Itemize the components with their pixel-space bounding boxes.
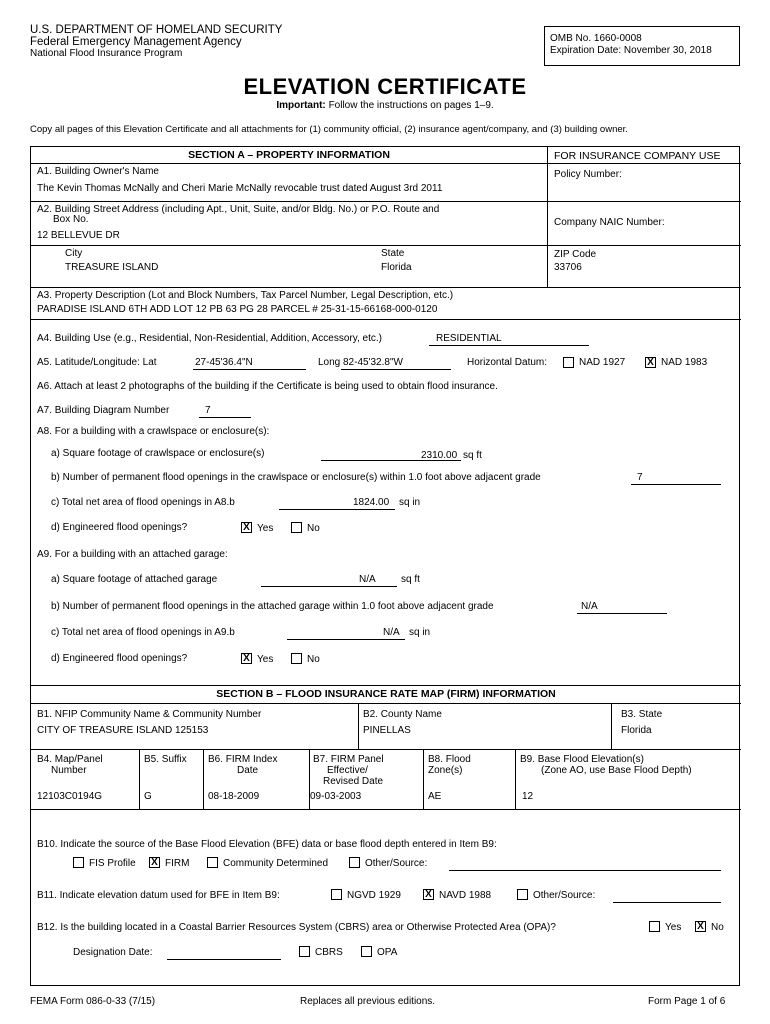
b6-value[interactable]: 08-18-2009 — [208, 791, 260, 802]
nad1983-checkbox[interactable]: X — [645, 357, 656, 368]
a8d-yes-label: Yes — [257, 523, 274, 534]
a4-label: A4. Building Use (e.g., Residential, Non-Residential, Addition, Accessory, etc.) — [37, 333, 382, 344]
row-divider — [31, 749, 741, 750]
a9b-value[interactable]: N/A — [581, 601, 598, 612]
navd1988-checkbox[interactable]: X — [423, 889, 434, 900]
column-divider — [358, 703, 359, 749]
a5-label: A5. Latitude/Longitude: Lat — [37, 357, 157, 368]
b12-label: B12. Is the building located in a Coastal Barrier Resources System (CBRS) area or Otherwise Protected Area (OPA)? — [37, 922, 556, 933]
b2-label: B2. County Name — [363, 709, 442, 720]
row-divider — [31, 163, 741, 164]
a1-value[interactable]: The Kevin Thomas McNally and Cheri Marie McNally revocable trust dated August 3rd 2011 — [37, 183, 443, 194]
a8a-value[interactable]: 2310.00 — [421, 450, 458, 461]
a7-label: A7. Building Diagram Number — [37, 405, 170, 416]
fis-profile-checkbox[interactable] — [73, 857, 84, 868]
a8b-value[interactable]: 7 — [637, 472, 643, 483]
other-source-checkbox[interactable] — [349, 857, 360, 868]
insurance-use-heading: FOR INSURANCE COMPANY USE — [554, 150, 721, 162]
b5-label: B5. Suffix — [144, 754, 187, 765]
a9c-value[interactable]: N/A — [383, 627, 400, 638]
b9-label-2: (Zone AO, use Base Flood Depth) — [541, 765, 692, 776]
input-underline — [631, 484, 721, 485]
b12-yes-checkbox[interactable] — [649, 921, 660, 932]
copy-instructions: Copy all pages of this Elevation Certificate and all attachments for (1) community official, (2) insurance agent/company, and (3) building owner. — [30, 124, 628, 135]
a9a-unit: sq ft — [401, 574, 420, 585]
b12-yes-label: Yes — [665, 922, 682, 933]
row-divider — [31, 245, 741, 246]
b3-label: B3. State — [621, 709, 663, 720]
important-text: Follow the instructions on pages 1–9. — [328, 100, 494, 111]
b7-value[interactable]: 09-03-2003 — [310, 791, 362, 802]
column-divider — [203, 749, 204, 809]
nad1983-label: NAD 1983 — [661, 357, 708, 368]
b12-no-label: No — [711, 922, 724, 933]
column-divider — [139, 749, 140, 809]
b2-value[interactable]: PINELLAS — [363, 725, 411, 736]
city-label: City — [65, 248, 83, 259]
row-divider — [31, 287, 741, 288]
form-number: FEMA Form 086-0-33 (7/15) — [30, 996, 156, 1007]
opa-checkbox[interactable] — [361, 946, 372, 957]
firm-checkbox[interactable]: X — [149, 857, 160, 868]
a8b-label: b) Number of permanent flood openings in the crawlspace or enclosure(s) within 1.0 foot above adjacent grade — [51, 472, 541, 483]
nad1927-label: NAD 1927 — [579, 357, 626, 368]
b8-value[interactable]: AE — [428, 791, 442, 802]
a8d-yes-checkbox[interactable]: X — [241, 522, 252, 533]
a9-label: A9. For a building with an attached garage: — [37, 549, 228, 560]
a2-value[interactable]: 12 BELLEVUE DR — [37, 230, 120, 241]
a9d-yes-checkbox[interactable]: X — [241, 653, 252, 664]
b10-label: B10. Indicate the source of the Base Flood Elevation (BFE) data or base flood depth entered in Item B9: — [37, 839, 497, 850]
input-underline — [341, 369, 451, 370]
a1-label: A1. Building Owner's Name — [37, 166, 159, 177]
a2-label-1: A2. Building Street Address (including Apt., Unit, Suite, and/or Bldg. No.) or P.O. Route and — [37, 204, 440, 215]
nad1927-checkbox[interactable] — [563, 357, 574, 368]
input-underline — [279, 509, 395, 510]
cbrs-label: CBRS — [315, 947, 343, 958]
a9d-label: d) Engineered flood openings? — [51, 653, 188, 664]
community-determined-checkbox[interactable] — [207, 857, 218, 868]
omb-number: OMB No. 1660-0008 — [550, 33, 642, 44]
important-note — [0, 100, 770, 111]
b4-value[interactable]: 12103C0194G — [37, 791, 103, 802]
a9d-no-label: No — [307, 654, 320, 665]
row-divider — [31, 201, 741, 202]
a9d-no-checkbox[interactable] — [291, 653, 302, 664]
column-divider — [547, 147, 548, 287]
city-value[interactable]: TREASURE ISLAND — [65, 262, 159, 273]
b4-label-1: B4. Map/Panel — [37, 754, 103, 765]
b1-label: B1. NFIP Community Name & Community Number — [37, 709, 262, 720]
b11-label: B11. Indicate elevation datum used for BFE in Item B9: — [37, 890, 280, 901]
navd1988-label: NAVD 1988 — [439, 890, 492, 901]
a3-value[interactable]: PARADISE ISLAND 6TH ADD LOT 12 PB 63 PG 28 PARCEL # 25-31-15-66168-000-0120 — [37, 304, 438, 315]
form-body — [30, 146, 740, 986]
a9d-yes-label: Yes — [257, 654, 274, 665]
a7-value[interactable]: 7 — [205, 405, 211, 416]
a8a-label: a) Square footage of crawlspace or enclosure(s) — [51, 448, 265, 459]
input-underline — [199, 417, 251, 418]
state-value[interactable]: Florida — [381, 262, 412, 273]
other-source-field[interactable] — [449, 870, 721, 871]
a5-datum-label: Horizontal Datum: — [467, 357, 548, 368]
row-divider — [31, 685, 741, 686]
b6-label-2: Date — [237, 765, 259, 776]
input-underline — [193, 369, 306, 370]
other-source-label: Other/Source: — [365, 858, 428, 869]
b9-label-1: B9. Base Flood Elevation(s) — [520, 754, 644, 765]
ngvd1929-checkbox[interactable] — [331, 889, 342, 900]
a8c-label: c) Total net area of flood openings in A8.b — [51, 497, 235, 508]
a8d-no-checkbox[interactable] — [291, 522, 302, 533]
section-a-heading: SECTION A – PROPERTY INFORMATION — [188, 149, 390, 161]
b12-no-checkbox[interactable]: X — [695, 921, 706, 932]
column-divider — [611, 703, 612, 749]
input-underline — [577, 613, 667, 614]
a9a-label: a) Square footage of attached garage — [51, 574, 218, 585]
input-underline — [261, 586, 397, 587]
b3-value[interactable]: Florida — [621, 725, 652, 736]
a8c-value[interactable]: 1824.00 — [353, 497, 390, 508]
agency-line-1: U.S. DEPARTMENT OF HOMELAND SECURITY — [30, 24, 283, 36]
a8d-no-label: No — [307, 523, 320, 534]
fis-profile-label: FIS Profile — [89, 858, 136, 869]
other-datum-label: Other/Source: — [533, 890, 596, 901]
b7-label-1: B7. FIRM Panel — [313, 754, 384, 765]
a8c-unit: sq in — [399, 497, 421, 508]
input-underline — [287, 639, 405, 640]
firm-label: FIRM — [165, 858, 190, 869]
designation-date-label: Designation Date: — [73, 947, 153, 958]
a8-label: A8. For a building with a crawlspace or enclosure(s): — [37, 426, 270, 437]
replaces-note: Replaces all previous editions. — [300, 996, 436, 1007]
agency-header — [30, 24, 282, 60]
b9-value[interactable]: 12 — [522, 791, 534, 802]
designation-date-field[interactable] — [167, 959, 281, 960]
community-determined-label: Community Determined — [223, 858, 329, 869]
cbrs-checkbox[interactable] — [299, 946, 310, 957]
input-underline — [429, 345, 589, 346]
naic-label: Company NAIC Number: — [554, 217, 665, 228]
agency-line-2: Federal Emergency Management Agency — [30, 36, 242, 48]
column-divider — [515, 749, 516, 809]
a2-label-2: Box No. — [53, 214, 89, 225]
a5-lat-value[interactable]: 27-45'36.4"N — [195, 357, 253, 368]
agency-line-3: National Flood Insurance Program — [30, 48, 183, 59]
opa-label: OPA — [377, 947, 398, 958]
a9b-label: b) Number of permanent flood openings in the attached garage within 1.0 foot above adjacent grade — [51, 601, 494, 612]
zip-value[interactable]: 33706 — [554, 262, 582, 273]
a5-long-value[interactable]: 82-45'32.8"W — [343, 357, 403, 368]
b7-label-2: Effective/ — [327, 765, 368, 776]
page-number: Form Page 1 of 6 — [648, 996, 726, 1007]
b1-value[interactable]: CITY OF TREASURE ISLAND 125153 — [37, 725, 209, 736]
document-title: ELEVATION CERTIFICATE — [243, 74, 527, 99]
other-datum-field[interactable] — [613, 902, 721, 903]
b8-label-2: Zone(s) — [428, 765, 463, 776]
policy-number-label: Policy Number: — [554, 169, 622, 180]
a3-label: A3. Property Description (Lot and Block Numbers, Tax Parcel Number, Legal Description, etc.) — [37, 290, 454, 301]
zip-label: ZIP Code — [554, 249, 597, 260]
important-label: Important: — [276, 100, 326, 111]
row-divider — [31, 809, 741, 810]
a8a-unit: sq ft — [463, 450, 482, 461]
a8d-label: d) Engineered flood openings? — [51, 522, 188, 533]
ngvd1929-label: NGVD 1929 — [347, 890, 401, 901]
a9c-label: c) Total net area of flood openings in A9.b — [51, 627, 235, 638]
column-divider — [423, 749, 424, 809]
b7-label-3: Revised Date — [323, 776, 384, 787]
a9c-unit: sq in — [409, 627, 431, 638]
section-b-heading: SECTION B – FLOOD INSURANCE RATE MAP (FIRM) INFORMATION — [216, 688, 556, 700]
other-datum-checkbox[interactable] — [517, 889, 528, 900]
omb-box — [544, 26, 740, 66]
state-label: State — [381, 248, 405, 259]
expiration-date: Expiration Date: November 30, 2018 — [550, 45, 712, 56]
row-divider — [31, 703, 741, 704]
a5-long-label: Long — [318, 357, 341, 368]
row-divider — [31, 319, 741, 320]
b6-label-1: B6. FIRM Index — [208, 754, 278, 765]
b8-label-1: B8. Flood — [428, 754, 471, 765]
a6-text: A6. Attach at least 2 photographs of the building if the Certificate is being used to obtain flood insurance. — [37, 381, 498, 392]
b4-label-2: Number — [51, 765, 87, 776]
a4-value[interactable]: RESIDENTIAL — [436, 333, 502, 344]
b5-value[interactable]: G — [144, 791, 152, 802]
a9a-value[interactable]: N/A — [359, 574, 376, 585]
